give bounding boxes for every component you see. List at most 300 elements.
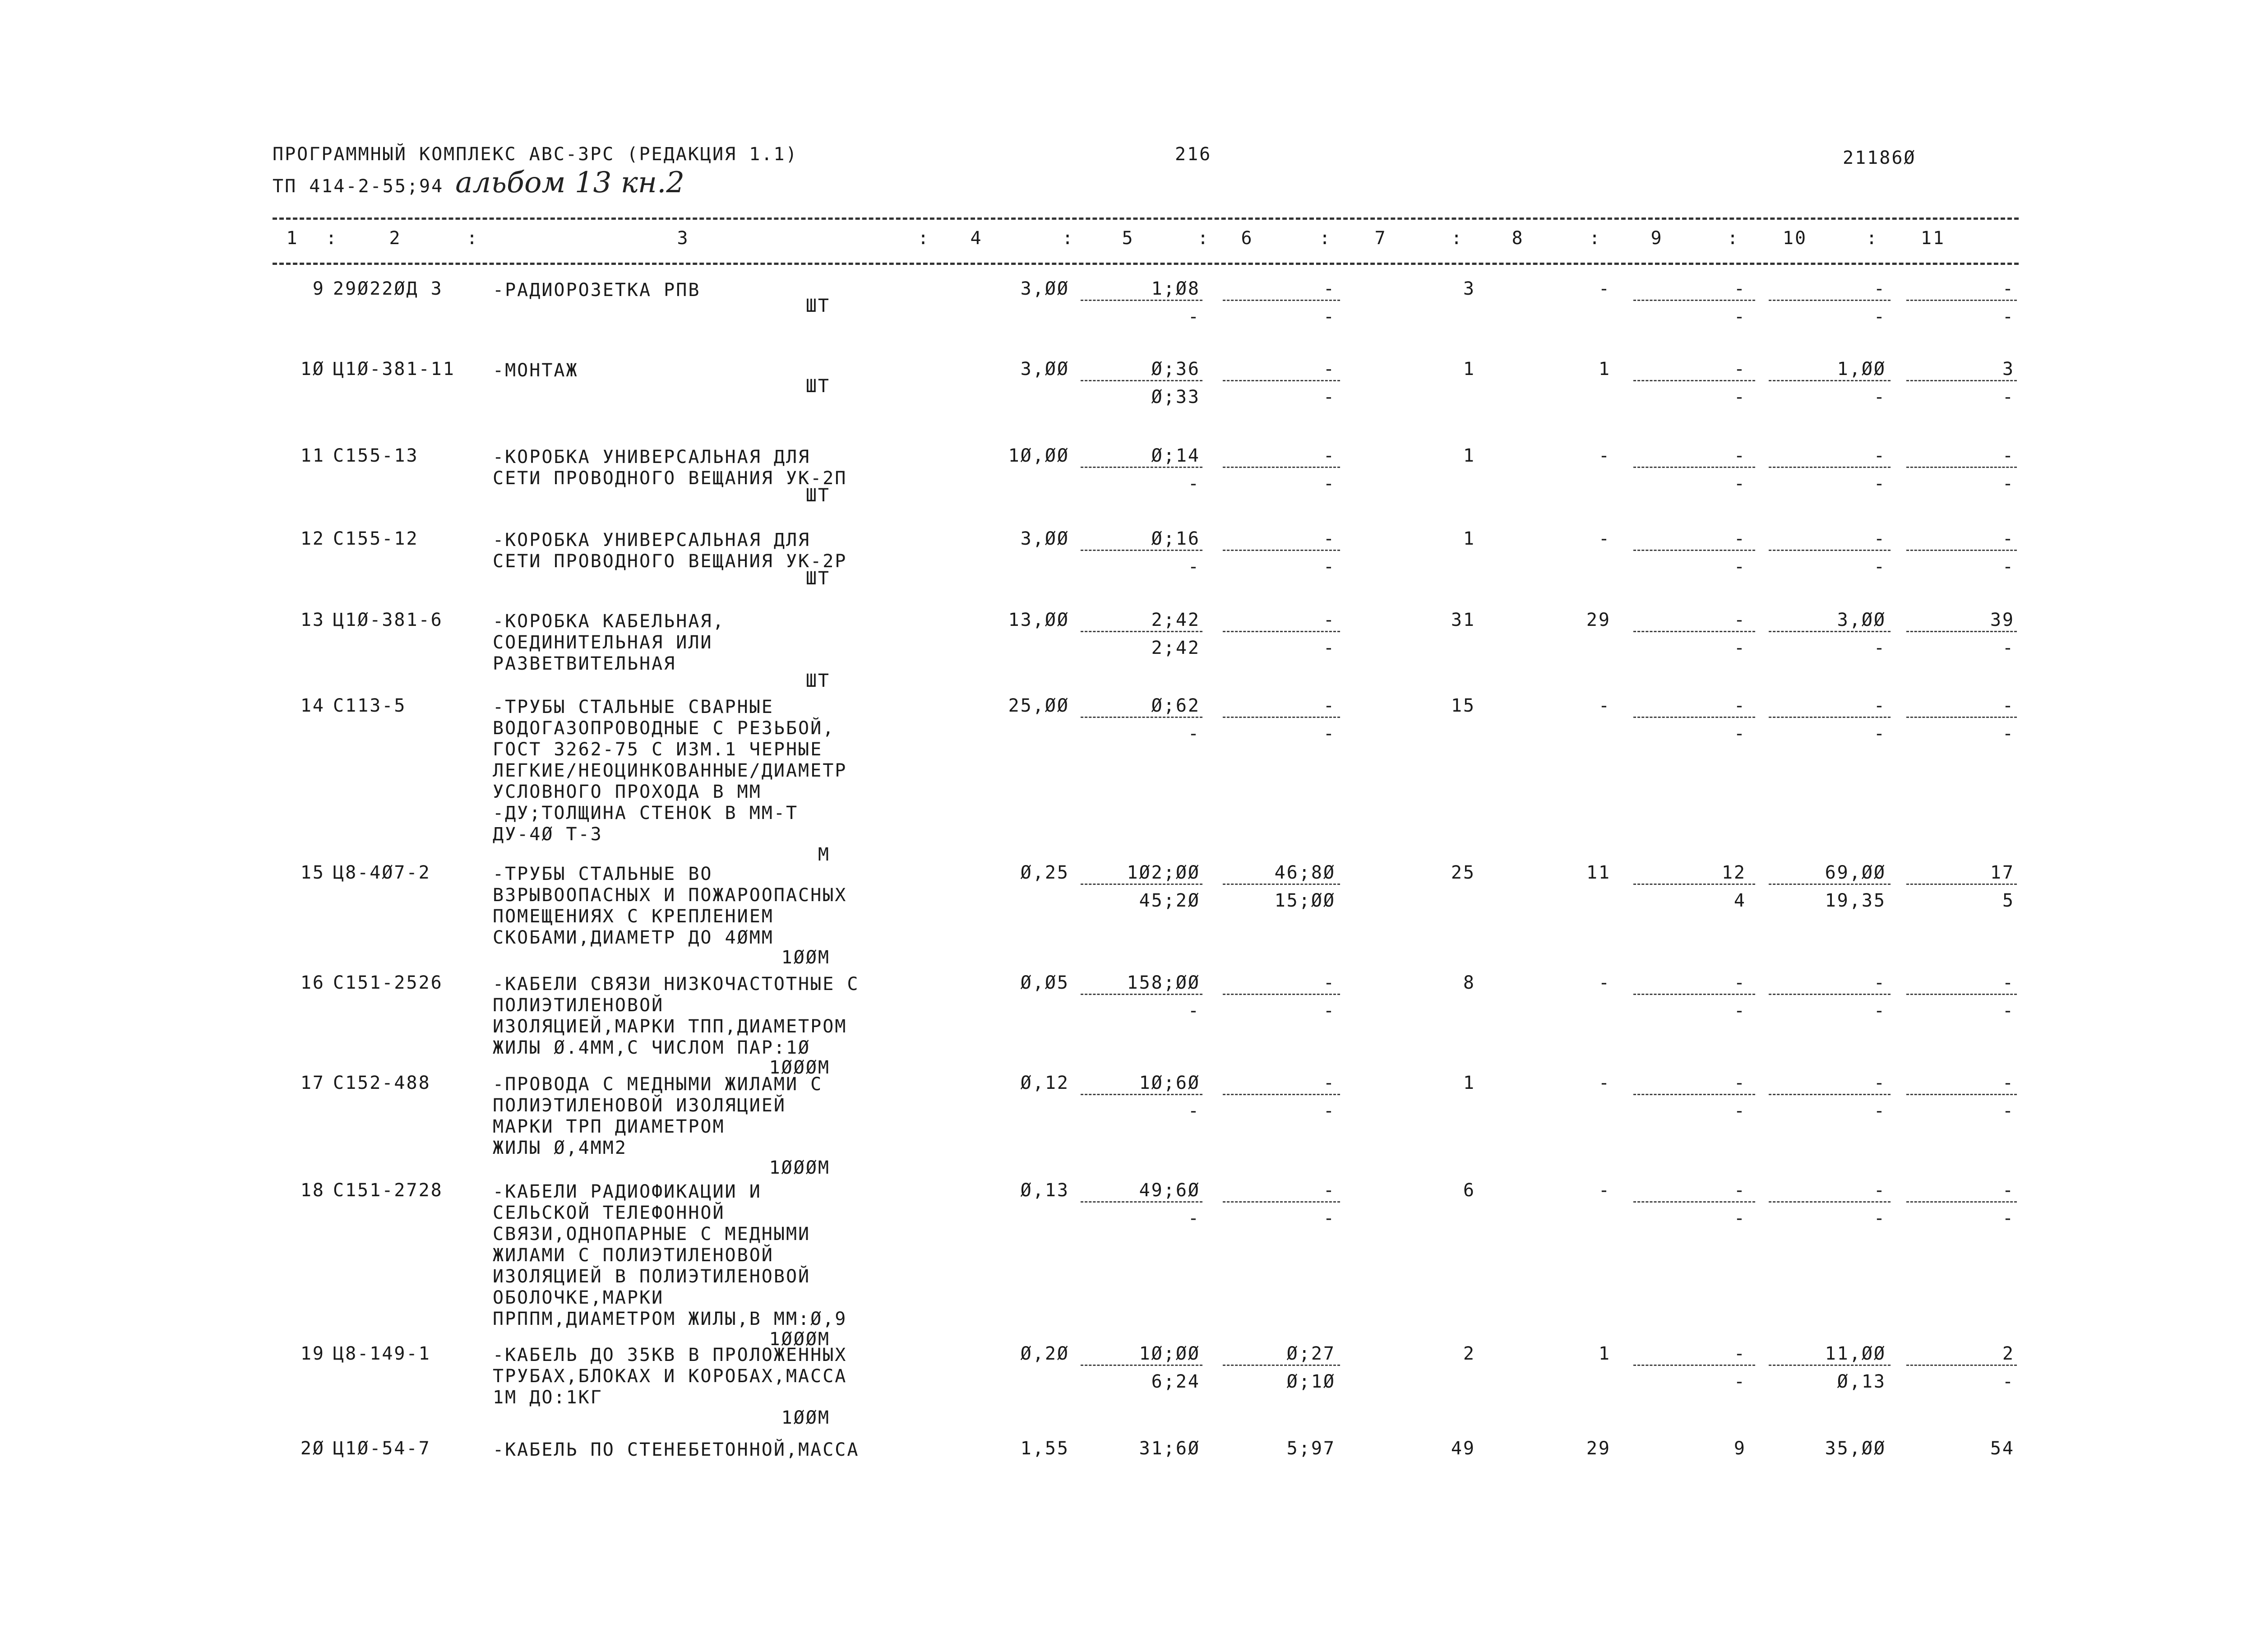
description-line: СВЯЗИ,ОДНОПАРНЫЕ С МЕДНЫМИ [493, 1224, 811, 1245]
col-7-value: 49 [1451, 1438, 1475, 1459]
row-unit: ШТ [805, 485, 830, 506]
description-line: -КОРОБКА УНИВЕРСАЛЬНАЯ ДЛЯ [493, 447, 811, 467]
col-6-subvalue: - [1323, 556, 1336, 577]
col-5-value: Ø;62 [1151, 695, 1200, 716]
row-unit: 1ØØМ [781, 947, 830, 968]
col-10-subvalue: - [1873, 556, 1886, 577]
subtotal-rule [1769, 994, 1891, 995]
subtotal-rule [1081, 550, 1202, 551]
col-8-value: - [1598, 695, 1611, 716]
col-9-subvalue: - [1734, 1371, 1746, 1392]
description-line: -КАБЕЛИ РАДИОФИКАЦИИ И [493, 1181, 762, 1202]
col-6-subvalue: - [1323, 723, 1336, 744]
col-11-subvalue: - [2002, 1208, 2015, 1229]
column-separator: : [1197, 228, 1210, 249]
column-separator: : [1062, 228, 1075, 249]
row-number: 18 [300, 1180, 325, 1201]
col-4-value: Ø,12 [1020, 1073, 1069, 1093]
subtotal-rule [1633, 1201, 1755, 1203]
col-11-subvalue: - [2002, 638, 2015, 658]
col-4-value: 3,ØØ [1020, 278, 1069, 299]
description-line: -ПРОВОДА С МЕДНЫМИ ЖИЛАМИ С [493, 1074, 823, 1095]
col-8-value: 29 [1586, 610, 1611, 630]
col-10-value: - [1873, 695, 1886, 716]
subtotal-rule [1633, 550, 1755, 551]
column-header-4: 4 [970, 228, 983, 249]
row-number: 12 [300, 528, 325, 549]
col-8-value: - [1598, 528, 1611, 549]
subtotal-rule [1769, 1365, 1891, 1366]
column-header-2: 2 [389, 228, 402, 249]
col-10-value: - [1873, 1073, 1886, 1093]
col-9-subvalue: - [1734, 306, 1746, 327]
col-7-value: 6 [1463, 1180, 1475, 1201]
description-line: ПОЛИЭТИЛЕНОВОЙ ИЗОЛЯЦИЕЙ [493, 1095, 786, 1116]
description-line: СЕЛЬСКОЙ ТЕЛЕФОННОЙ [493, 1203, 725, 1223]
col-9-subvalue: - [1734, 473, 1746, 494]
row-description [493, 447, 847, 489]
column-header-11: 11 [1920, 228, 1946, 249]
col-11-value: - [2002, 1073, 2015, 1093]
col-7-value: 2 [1463, 1343, 1475, 1364]
row-description [493, 1181, 847, 1330]
description-line: ЖИЛАМИ С ПОЛИЭТИЛЕНОВОЙ [493, 1245, 774, 1266]
col-8-value: 1 [1598, 1343, 1611, 1364]
description-line: -ДУ;ТОЛЩИНА СТЕНОК В ММ-Т [493, 803, 799, 824]
col-11-subvalue: - [2002, 306, 2015, 327]
col-5-value: Ø;36 [1151, 359, 1200, 379]
description-line: ЖИЛЫ Ø,4ММ2 [493, 1138, 627, 1158]
col-10-value: 11,ØØ [1825, 1343, 1886, 1364]
col-10-value: 3,ØØ [1837, 610, 1886, 630]
subtotal-rule [1633, 994, 1755, 995]
subtotal-rule [1906, 884, 2017, 885]
col-9-subvalue: - [1734, 556, 1746, 577]
col-6-subvalue: 15;ØØ [1274, 890, 1336, 911]
col-9-value: - [1734, 1073, 1746, 1093]
subtotal-rule [1223, 1201, 1340, 1203]
col-4-value: Ø,13 [1020, 1180, 1069, 1201]
col-5-subvalue: 45;2Ø [1139, 890, 1200, 911]
col-10-value: 69,ØØ [1825, 862, 1886, 883]
col-10-subvalue: - [1873, 306, 1886, 327]
col-5-value: 1Ø;6Ø [1139, 1073, 1200, 1093]
row-description [493, 1439, 859, 1461]
col-5-subvalue: - [1188, 723, 1200, 744]
subtotal-rule [1633, 631, 1755, 632]
column-header-6: 6 [1241, 228, 1253, 249]
column-header-3: 3 [677, 228, 689, 249]
subtotal-rule [1223, 994, 1340, 995]
col-8-value: 11 [1586, 862, 1611, 883]
col-6-value: 5;97 [1286, 1438, 1336, 1459]
col-5-value: 49;6Ø [1139, 1180, 1200, 1201]
row-number: 19 [300, 1343, 325, 1364]
col-10-subvalue: - [1873, 638, 1886, 658]
col-4-value: Ø,25 [1020, 862, 1069, 883]
col-9-subvalue: - [1734, 638, 1746, 658]
col-9-value: - [1734, 695, 1746, 716]
col-10-subvalue: - [1873, 723, 1886, 744]
subtotal-rule [1769, 884, 1891, 885]
col-11-subvalue: - [2002, 473, 2015, 494]
col-5-subvalue: 2;42 [1151, 638, 1200, 658]
col-10-value: 35,ØØ [1825, 1438, 1886, 1459]
column-header-1: 1 [286, 228, 299, 249]
subtotal-rule [1769, 717, 1891, 718]
row-number: 2Ø [300, 1438, 325, 1459]
col-11-subvalue: - [2002, 1000, 2015, 1021]
row-code: Ц1Ø-54-7 [333, 1438, 431, 1459]
subtotal-rule [1906, 1094, 2017, 1095]
col-10-subvalue: 19,35 [1825, 890, 1886, 911]
col-4-value: Ø,2Ø [1020, 1343, 1069, 1364]
col-9-value: - [1734, 359, 1746, 379]
col-6-value: - [1323, 972, 1336, 993]
column-separator: : [1589, 228, 1602, 249]
col-6-value: - [1323, 278, 1336, 299]
subtotal-rule [1633, 380, 1755, 381]
col-4-value: Ø,Ø5 [1020, 972, 1069, 993]
description-line: ОБОЛОЧКЕ,МАРКИ [493, 1287, 664, 1308]
col-4-value: 1,55 [1020, 1438, 1069, 1459]
subtotal-rule [1223, 300, 1340, 301]
col-9-value: - [1734, 528, 1746, 549]
col-4-value: 3,ØØ [1020, 528, 1069, 549]
col-10-subvalue: - [1873, 1000, 1886, 1021]
col-11-value: 17 [1990, 862, 2015, 883]
subtotal-rule [1223, 717, 1340, 718]
description-line: ПРППМ,ДИАМЕТРОМ ЖИЛЫ,В ММ:Ø,9 [493, 1309, 847, 1329]
row-unit: М [818, 844, 830, 865]
col-5-value: 1Ø;ØØ [1139, 1343, 1200, 1364]
subtotal-rule [1223, 631, 1340, 632]
column-separator: : [326, 228, 338, 249]
col-10-value: - [1873, 445, 1886, 466]
col-8-value: 1 [1598, 359, 1611, 379]
row-code: С151-2728 [333, 1180, 443, 1201]
subtotal-rule [1769, 631, 1891, 632]
col-8-value: 29 [1586, 1438, 1611, 1459]
subtotal-rule [1081, 1094, 1202, 1095]
col-6-subvalue: - [1323, 387, 1336, 407]
description-line: СЕТИ ПРОВОДНОГО ВЕЩАНИЯ УК-2П [493, 468, 847, 489]
row-description [493, 360, 578, 381]
subtotal-rule [1906, 550, 2017, 551]
col-10-value: 1,ØØ [1837, 359, 1886, 379]
col-5-subvalue: - [1188, 1101, 1200, 1121]
col-7-value: 8 [1463, 972, 1475, 993]
col-11-value: 3 [2002, 359, 2015, 379]
col-5-subvalue: - [1188, 1000, 1200, 1021]
subtotal-rule [1633, 884, 1755, 885]
row-description [493, 1345, 847, 1408]
col-7-value: 15 [1451, 695, 1475, 716]
col-7-value: 25 [1451, 862, 1475, 883]
col-8-value: - [1598, 972, 1611, 993]
col-11-subvalue: 5 [2002, 890, 2015, 911]
col-6-value: Ø;27 [1286, 1343, 1336, 1364]
program-title: ПРОГРАММНЫЙ КОМПЛЕКС АВС-3РС (РЕДАКЦИЯ 1.1) [273, 144, 798, 165]
description-line: РАЗВЕТВИТЕЛЬНАЯ [493, 653, 676, 674]
col-11-subvalue: - [2002, 723, 2015, 744]
subtotal-rule [1223, 1365, 1340, 1366]
col-5-value: 2;42 [1151, 610, 1200, 630]
subtotal-rule [1633, 1365, 1755, 1366]
description-line: СОЕДИНИТЕЛЬНАЯ ИЛИ [493, 632, 713, 653]
row-code: Ц8-4Ø7-2 [333, 862, 431, 883]
row-unit: ШТ [805, 376, 830, 397]
col-11-value: 54 [1990, 1438, 2015, 1459]
col-11-value: 39 [1990, 610, 2015, 630]
col-10-subvalue: - [1873, 473, 1886, 494]
col-5-value: 158;ØØ [1127, 972, 1200, 993]
description-line: ПОЛИЭТИЛЕНОВОЙ [493, 995, 664, 1016]
col-5-subvalue: Ø;33 [1151, 387, 1200, 407]
col-9-subvalue: - [1734, 1101, 1746, 1121]
col-9-value: - [1734, 445, 1746, 466]
col-11-value: - [2002, 445, 2015, 466]
col-11-value: - [2002, 1180, 2015, 1201]
description-line: -КОРОБКА УНИВЕРСАЛЬНАЯ ДЛЯ [493, 530, 811, 551]
row-code: Ц1Ø-381-11 [333, 359, 455, 379]
col-5-value: Ø;16 [1151, 528, 1200, 549]
subtotal-rule [1081, 1365, 1202, 1366]
row-number: 16 [300, 972, 325, 993]
subtotal-rule [1769, 467, 1891, 468]
col-9-value: - [1734, 1180, 1746, 1201]
col-10-subvalue: - [1873, 1208, 1886, 1229]
row-unit: ШТ [805, 568, 830, 589]
subtotal-rule [1081, 994, 1202, 995]
col-9-value: - [1734, 1343, 1746, 1364]
col-5-value: Ø;14 [1151, 445, 1200, 466]
description-line: -КОРОБКА КАБЕЛЬНАЯ, [493, 611, 725, 632]
row-number: 11 [300, 445, 325, 466]
column-header-5: 5 [1122, 228, 1134, 249]
col-6-value: - [1323, 695, 1336, 716]
description-line: 1М ДО:1КГ [493, 1387, 603, 1408]
col-10-subvalue: Ø,13 [1837, 1371, 1886, 1392]
description-line: ЛЕГКИЕ/НЕОЦИНКОВАННЫЕ/ДИАМЕТР [493, 760, 847, 781]
row-number: 1Ø [300, 359, 325, 379]
row-code: С151-2526 [333, 972, 443, 993]
col-6-subvalue: - [1323, 473, 1336, 494]
row-code: Ц8-149-1 [333, 1343, 431, 1364]
col-11-value: - [2002, 278, 2015, 299]
subtotal-rule [1769, 550, 1891, 551]
subtotal-rule [1081, 300, 1202, 301]
row-number: 13 [300, 610, 325, 630]
col-9-subvalue: - [1734, 387, 1746, 407]
description-line: УСЛОВНОГО ПРОХОДА В ММ [493, 782, 762, 802]
row-description [493, 697, 847, 845]
row-unit: 1ØØØМ [769, 1057, 830, 1078]
col-9-subvalue: - [1734, 723, 1746, 744]
description-line: -ТРУБЫ СТАЛЬНЫЕ ВО [493, 864, 713, 884]
col-10-value: - [1873, 1180, 1886, 1201]
description-line: СЕТИ ПРОВОДНОГО ВЕЩАНИЯ УК-2Р [493, 551, 847, 572]
col-5-value: 1;Ø8 [1151, 278, 1200, 299]
col-8-value: - [1598, 445, 1611, 466]
col-11-subvalue: - [2002, 1101, 2015, 1121]
description-line: -ТРУБЫ СТАЛЬНЫЕ СВАРНЫЕ [493, 697, 774, 717]
subtotal-rule [1906, 994, 2017, 995]
subtotal-rule [1769, 1201, 1891, 1203]
col-9-value: - [1734, 278, 1746, 299]
col-11-value: 2 [2002, 1343, 2015, 1364]
subtotal-rule [1906, 1365, 2017, 1366]
row-code: С155-13 [333, 445, 419, 466]
subtotal-rule [1633, 300, 1755, 301]
row-number: 14 [300, 695, 325, 716]
col-5-subvalue: - [1188, 556, 1200, 577]
row-unit: 1ØØМ [781, 1407, 830, 1428]
col-5-value: 1Ø2;ØØ [1127, 862, 1200, 883]
column-separator: : [1727, 228, 1740, 249]
row-unit: 1ØØØМ [769, 1329, 830, 1350]
col-9-value: - [1734, 972, 1746, 993]
subtotal-rule [1223, 550, 1340, 551]
subtotal-rule [1906, 717, 2017, 718]
col-4-value: 3,ØØ [1020, 359, 1069, 379]
row-code: 29Ø22ØД 3 [333, 278, 443, 299]
description-line: ПОМЕЩЕНИЯХ С КРЕПЛЕНИЕМ [493, 906, 774, 927]
col-6-subvalue: - [1323, 1000, 1336, 1021]
col-11-value: - [2002, 972, 2015, 993]
row-description [493, 611, 725, 675]
description-line: ИЗОЛЯЦИЕЙ,МАРКИ ТПП,ДИАМЕТРОМ [493, 1016, 847, 1037]
col-6-value: - [1323, 359, 1336, 379]
row-code: С113-5 [333, 695, 407, 716]
subtotal-rule [1906, 467, 2017, 468]
subtotal-rule [1906, 631, 2017, 632]
row-description [493, 974, 859, 1059]
subtotal-rule [1081, 717, 1202, 718]
subtotal-rule [1081, 380, 1202, 381]
col-5-subvalue: - [1188, 306, 1200, 327]
column-separator: : [467, 228, 479, 249]
col-7-value: 31 [1451, 610, 1475, 630]
col-4-value: 25,ØØ [1008, 695, 1069, 716]
row-description [493, 864, 847, 949]
col-11-subvalue: - [2002, 556, 2015, 577]
description-line: ГОСТ 3262-75 С ИЗМ.1 ЧЕРНЫЕ [493, 739, 823, 760]
description-line: ЖИЛЫ Ø.4ММ,С ЧИСЛОМ ПАР:1Ø [493, 1037, 811, 1058]
description-line: -МОНТАЖ [493, 360, 578, 381]
subtotal-rule [1081, 1201, 1202, 1203]
col-6-subvalue: - [1323, 306, 1336, 327]
col-7-value: 1 [1463, 528, 1475, 549]
col-4-value: 13,ØØ [1008, 610, 1069, 630]
column-separator: : [1866, 228, 1879, 249]
row-code: Ц1Ø-381-6 [333, 610, 443, 630]
col-11-subvalue: - [2002, 1371, 2015, 1392]
col-10-value: - [1873, 528, 1886, 549]
col-7-value: 1 [1463, 1073, 1475, 1093]
row-number: 15 [300, 862, 325, 883]
col-6-subvalue: - [1323, 1208, 1336, 1229]
description-line: ДУ-4Ø Т-3 [493, 824, 603, 845]
row-description [493, 1074, 823, 1159]
row-description [493, 280, 700, 301]
handwritten-note: альбом 13 кн.2 [455, 166, 685, 199]
subtotal-rule [1906, 300, 2017, 301]
description-line: -КАБЕЛЬ ДО 35КВ В ПРОЛОЖЕННЫХ [493, 1345, 847, 1365]
col-10-value: - [1873, 278, 1886, 299]
col-9-value: 12 [1721, 862, 1746, 883]
description-line: ИЗОЛЯЦИЕЙ В ПОЛИЭТИЛЕНОВОЙ [493, 1266, 811, 1287]
col-10-subvalue: - [1873, 387, 1886, 407]
col-7-value: 3 [1463, 278, 1475, 299]
description-line: ВЗРЫВООПАСНЫХ И ПОЖАРООПАСНЫХ [493, 885, 847, 906]
document-number: 21186Ø [1843, 148, 1916, 168]
description-line: -КАБЕЛЬ ПО СТЕНЕБЕТОННОЙ,МАССА [493, 1439, 860, 1460]
col-6-value: - [1323, 1073, 1336, 1093]
tp-code: ТП 414-2-55;94 [273, 176, 444, 197]
col-5-subvalue: 6;24 [1151, 1371, 1200, 1392]
row-code: С152-488 [333, 1073, 431, 1093]
col-6-subvalue: - [1323, 1101, 1336, 1121]
description-line: ВОДОГАЗОПРОВОДНЫЕ С РЕЗЬБОЙ, [493, 718, 835, 739]
col-9-subvalue: - [1734, 1000, 1746, 1021]
column-separator: : [918, 228, 930, 249]
subtotal-rule [1633, 1094, 1755, 1095]
col-11-value: - [2002, 528, 2015, 549]
subtotal-rule [1223, 380, 1340, 381]
col-7-value: 1 [1463, 445, 1475, 466]
subtotal-rule [1081, 467, 1202, 468]
col-9-value: - [1734, 610, 1746, 630]
subtotal-rule [1223, 1094, 1340, 1095]
subtotal-rule [1769, 300, 1891, 301]
col-6-subvalue: - [1323, 638, 1336, 658]
col-6-value: - [1323, 1180, 1336, 1201]
description-line: МАРКИ ТРП ДИАМЕТРОМ [493, 1116, 725, 1137]
row-unit: ШТ [805, 296, 830, 316]
row-code: С155-12 [333, 528, 419, 549]
col-6-value: - [1323, 445, 1336, 466]
description-line: -РАДИОРОЗЕТКА РПВ [493, 280, 701, 301]
column-header-8: 8 [1512, 228, 1524, 249]
subtotal-rule [1906, 380, 2017, 381]
col-11-value: - [2002, 695, 2015, 716]
column-header-10: 10 [1782, 228, 1808, 249]
subtotal-rule [1223, 884, 1340, 885]
col-8-value: - [1598, 1180, 1611, 1201]
row-description [493, 530, 847, 572]
col-5-subvalue: - [1188, 473, 1200, 494]
column-separator: : [1319, 228, 1332, 249]
subtotal-rule [1223, 467, 1340, 468]
column-header-9: 9 [1650, 228, 1663, 249]
description-line: СКОБАМИ,ДИАМЕТР ДО 4ØММ [493, 927, 774, 948]
column-header-7: 7 [1374, 228, 1387, 249]
col-9-value: 9 [1734, 1438, 1746, 1459]
col-9-subvalue: - [1734, 1208, 1746, 1229]
col-11-subvalue: - [2002, 387, 2015, 407]
col-6-subvalue: Ø;1Ø [1286, 1371, 1336, 1392]
page-number: 216 [1175, 144, 1212, 165]
col-10-value: - [1873, 972, 1886, 993]
row-unit: 1ØØØМ [769, 1157, 830, 1178]
row-number: 17 [300, 1073, 325, 1093]
subtotal-rule [1633, 467, 1755, 468]
subtotal-rule [1906, 1201, 2017, 1203]
row-unit: ШТ [805, 671, 830, 691]
column-separator: : [1451, 228, 1464, 249]
subtotal-rule [1081, 884, 1202, 885]
